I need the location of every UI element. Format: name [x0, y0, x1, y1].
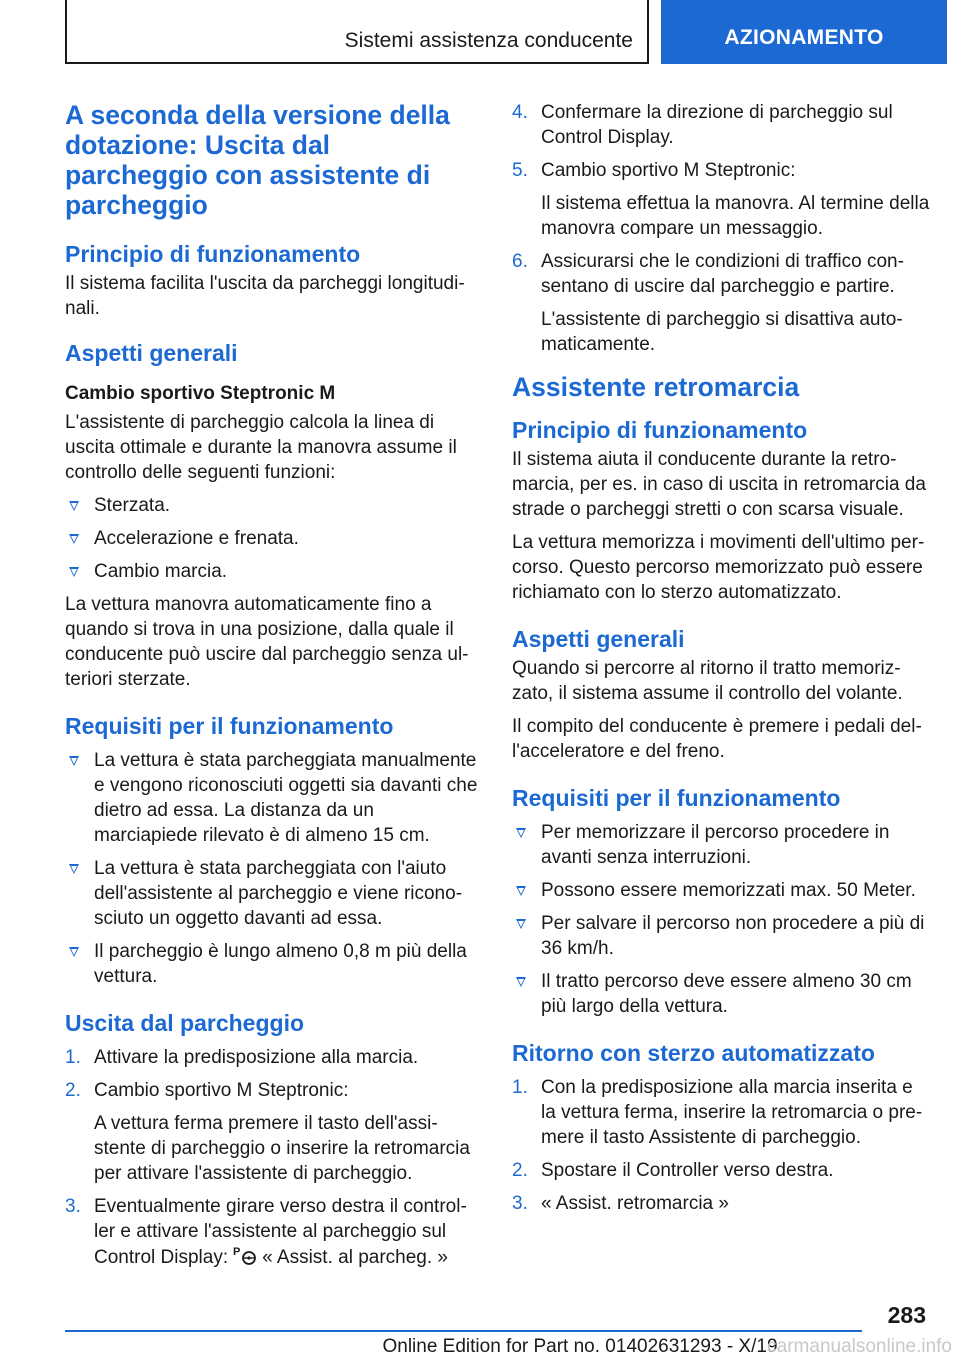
subheading: Cambio sportivo Steptronic M [65, 383, 336, 404]
list-item: Per salvare il percorso non procedere a più di 36 km/h. [512, 911, 932, 961]
list-item: Possono essere memorizzati max. 50 Meter. [512, 878, 932, 903]
list-item: La vettura è stata parcheggiata manualmente e vengono riconosciuti oggetti sia davanti che dietro ad essa. La distanza da un marciapiede rilevato è di almeno 15 cm. [65, 748, 480, 848]
triangle-bullet-icon [516, 977, 526, 987]
numbered-list-continued [512, 100, 932, 357]
page-header [0, 0, 960, 66]
triangle-bullet-icon [69, 567, 79, 577]
section-heading-exit: Uscita dal parcheggio [65, 1010, 305, 1036]
section-heading-return: Ritorno con sterzo automatizzato [512, 1040, 875, 1066]
numbered-list [512, 1075, 932, 1216]
bullet-list [512, 820, 932, 1019]
triangle-bullet-icon [516, 828, 526, 838]
triangle-bullet-icon [69, 864, 79, 874]
section-heading-principle: Principio di funzionamento [65, 241, 361, 267]
left-column [65, 100, 480, 1278]
edition-text: Online Edition for Part no. 01402631293 - X/19 [382, 1336, 778, 1357]
section-heading-general: Aspetti generali [65, 340, 238, 366]
paragraph: La vettura memorizza i movimenti dell'ultimo percorso. Questo percorso memorizzato può essere richiamato con lo sterzo automatizzato. [512, 532, 925, 603]
paragraph: La vettura manovra automaticamente fino a quando si trova in una posizione, dalla quale il conducente può uscire dal parcheggio senza ulteriori sterzate. [65, 594, 469, 690]
paragraph: Quando si percorre al ritorno il tratto memorizzato, il sistema assume il controllo del volante. [512, 658, 903, 704]
paragraph: Il compito del conducente è premere i pedali dell'acceleratore e del freno. [512, 716, 922, 762]
list-item: 6. Assicurarsi che le condizioni di traffico consentano di uscire dal parcheggio e partire. L'assistente di parcheggio si disattiva automaticamente. [512, 251, 904, 355]
section-heading-requirements: Requisiti per il funzionamento [65, 713, 394, 739]
paragraph: Il sistema aiuta il conducente durante la retromarcia, per es. in caso di uscita in retromarcia da strade o parcheggi stretti o con scarsa visuale. [512, 449, 926, 520]
triangle-bullet-icon [69, 501, 79, 511]
list-item: 4. Confermare la direzione di parcheggio sul Control Display. [512, 102, 893, 148]
triangle-bullet-icon [516, 886, 526, 896]
list-item: 2. Cambio sportivo M Steptronic: A vettura ferma premere il tasto dell'assistente di parcheggio o inserire la retromarcia per attivare l'assistente di parcheggio. [65, 1080, 470, 1184]
list-item: 5. Cambio sportivo M Steptronic: Il sistema effettua la manovra. Al termine della manovra compare un messaggio. [512, 160, 930, 239]
list-item: Accelerazione e frenata. [65, 526, 480, 551]
paragraph: Il sistema facilita l'uscita da parcheggi longitudinali. [65, 273, 465, 319]
watermark: carmanualsonline.info [767, 1336, 952, 1357]
list-item: Sterzata. [65, 493, 480, 518]
list-item: 1. Attivare la predisposizione alla marcia. [65, 1047, 419, 1068]
triangle-bullet-icon [69, 756, 79, 766]
triangle-bullet-icon [516, 919, 526, 929]
section-heading-requirements: Requisiti per il funzionamento [512, 785, 841, 811]
list-item: Cambio marcia. [65, 559, 480, 584]
page-number: 283 [887, 1302, 926, 1328]
svg-text:P: P [233, 1246, 241, 1258]
right-column [512, 100, 932, 1224]
footer-divider [65, 1330, 862, 1332]
chapter-title-reverse-assistant: Assistente retromarcia [512, 372, 800, 402]
list-item: 3. « Assist. retromarcia » [512, 1193, 729, 1214]
section-heading-principle: Principio di funzionamento [512, 417, 808, 443]
chapter-title: A seconda della versione della dotazione: Uscita dal parcheggio con assistente di parcheggio [65, 100, 450, 220]
list-item: 1. Con la predisposizione alla marcia inserita e la vettura ferma, inserire la retromarcia o premere il tasto Assistente di parcheggio. [512, 1077, 923, 1148]
list-item: 3. Eventualmente girare verso destra il controller e attivare l'assistente al parcheggio sul Control Display: P « Assist. al parcheg. » [65, 1196, 467, 1268]
list-item: Il parcheggio è lungo almeno 0,8 m più della vettura. [65, 939, 480, 989]
bullet-list [65, 493, 480, 584]
bullet-list [65, 748, 480, 989]
triangle-bullet-icon [69, 534, 79, 544]
paragraph: L'assistente di parcheggio calcola la linea di uscita ottimale e durante la manovra assume il controllo delle seguenti funzioni: [65, 412, 457, 483]
triangle-bullet-icon [69, 947, 79, 957]
section-heading-general: Aspetti generali [512, 626, 685, 652]
list-item: 2. Spostare il Controller verso destra. [512, 1160, 834, 1181]
numbered-list [65, 1045, 480, 1270]
chapter-tab[interactable]: AZIONAMENTO [661, 0, 947, 64]
list-item: La vettura è stata parcheggiata con l'aiuto dell'assistente al parcheggio e viene riconosciuto un oggetto davanti ad essa. [65, 856, 480, 931]
list-item: Il tratto percorso deve essere almeno 30 cm più largo della vettura. [512, 969, 932, 1019]
parking-assistant-icon [232, 1244, 258, 1266]
section-title: Sistemi assistenza conducente [344, 29, 633, 52]
list-item: Per memorizzare il percorso procedere in avanti senza interruzioni. [512, 820, 932, 870]
section-header-box [65, 0, 649, 64]
